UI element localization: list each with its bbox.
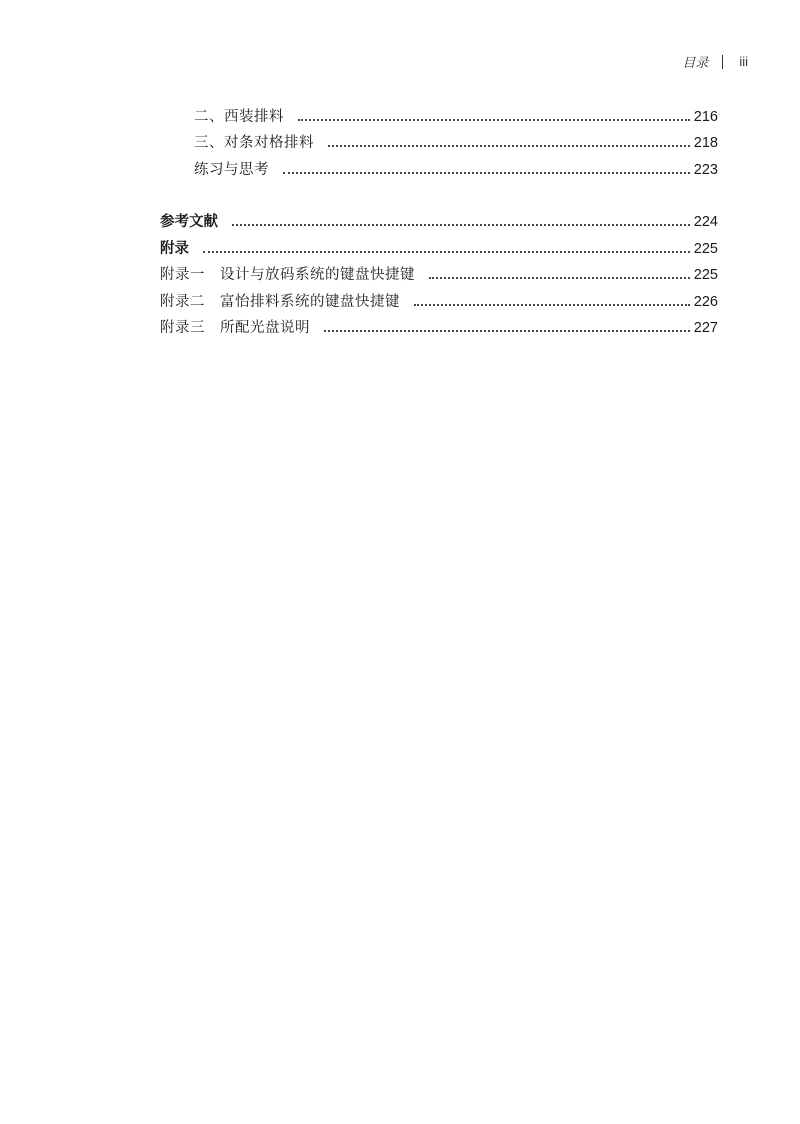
dot-leader [414,304,690,306]
toc-entry-page: 227 [693,320,718,336]
toc-entry[interactable] [160,153,718,180]
toc-entry-label: 附录一 设计与放码系统的键盘快捷键 [160,267,415,283]
header-title: 目录 [682,55,709,70]
toc-entry-page: 225 [693,267,718,283]
toc-entry-page: 226 [693,293,718,310]
toc-entry-references[interactable] [160,206,718,233]
toc-entry-label: 参考文献 [160,213,218,230]
toc-entry-page: 216 [693,108,718,125]
toc-entry[interactable] [160,312,718,339]
dot-leader [328,145,690,147]
toc-entry-page: 224 [693,214,718,230]
header-divider [722,55,723,69]
toc-entry[interactable] [160,259,718,286]
toc-entry-page: 223 [693,161,718,178]
table-of-contents [160,100,718,338]
dot-leader [203,251,690,253]
dot-leader [232,224,690,226]
dot-leader [298,119,690,121]
dot-leader [429,277,690,279]
toc-entry-label: 附录二 富怡排料系统的键盘快捷键 [160,293,400,310]
toc-entry[interactable] [160,127,718,154]
toc-entry-label: 附录三 所配光盘说明 [160,320,310,336]
toc-entry-page: 218 [693,135,718,151]
toc-entry-appendix[interactable] [160,232,718,259]
toc-entry[interactable] [160,285,718,312]
running-header [682,52,748,71]
toc-entry-label: 附录 [160,239,189,257]
dot-leader [324,330,690,332]
header-page-number: iii [739,54,748,69]
toc-entry[interactable] [160,100,718,127]
toc-entry-page: 225 [693,240,718,257]
dot-leader [283,172,690,174]
toc-entry-label: 二、西装排料 [194,108,284,125]
toc-entry-label: 练习与思考 [194,161,269,178]
toc-entry-label: 三、对条对格排料 [194,135,314,151]
